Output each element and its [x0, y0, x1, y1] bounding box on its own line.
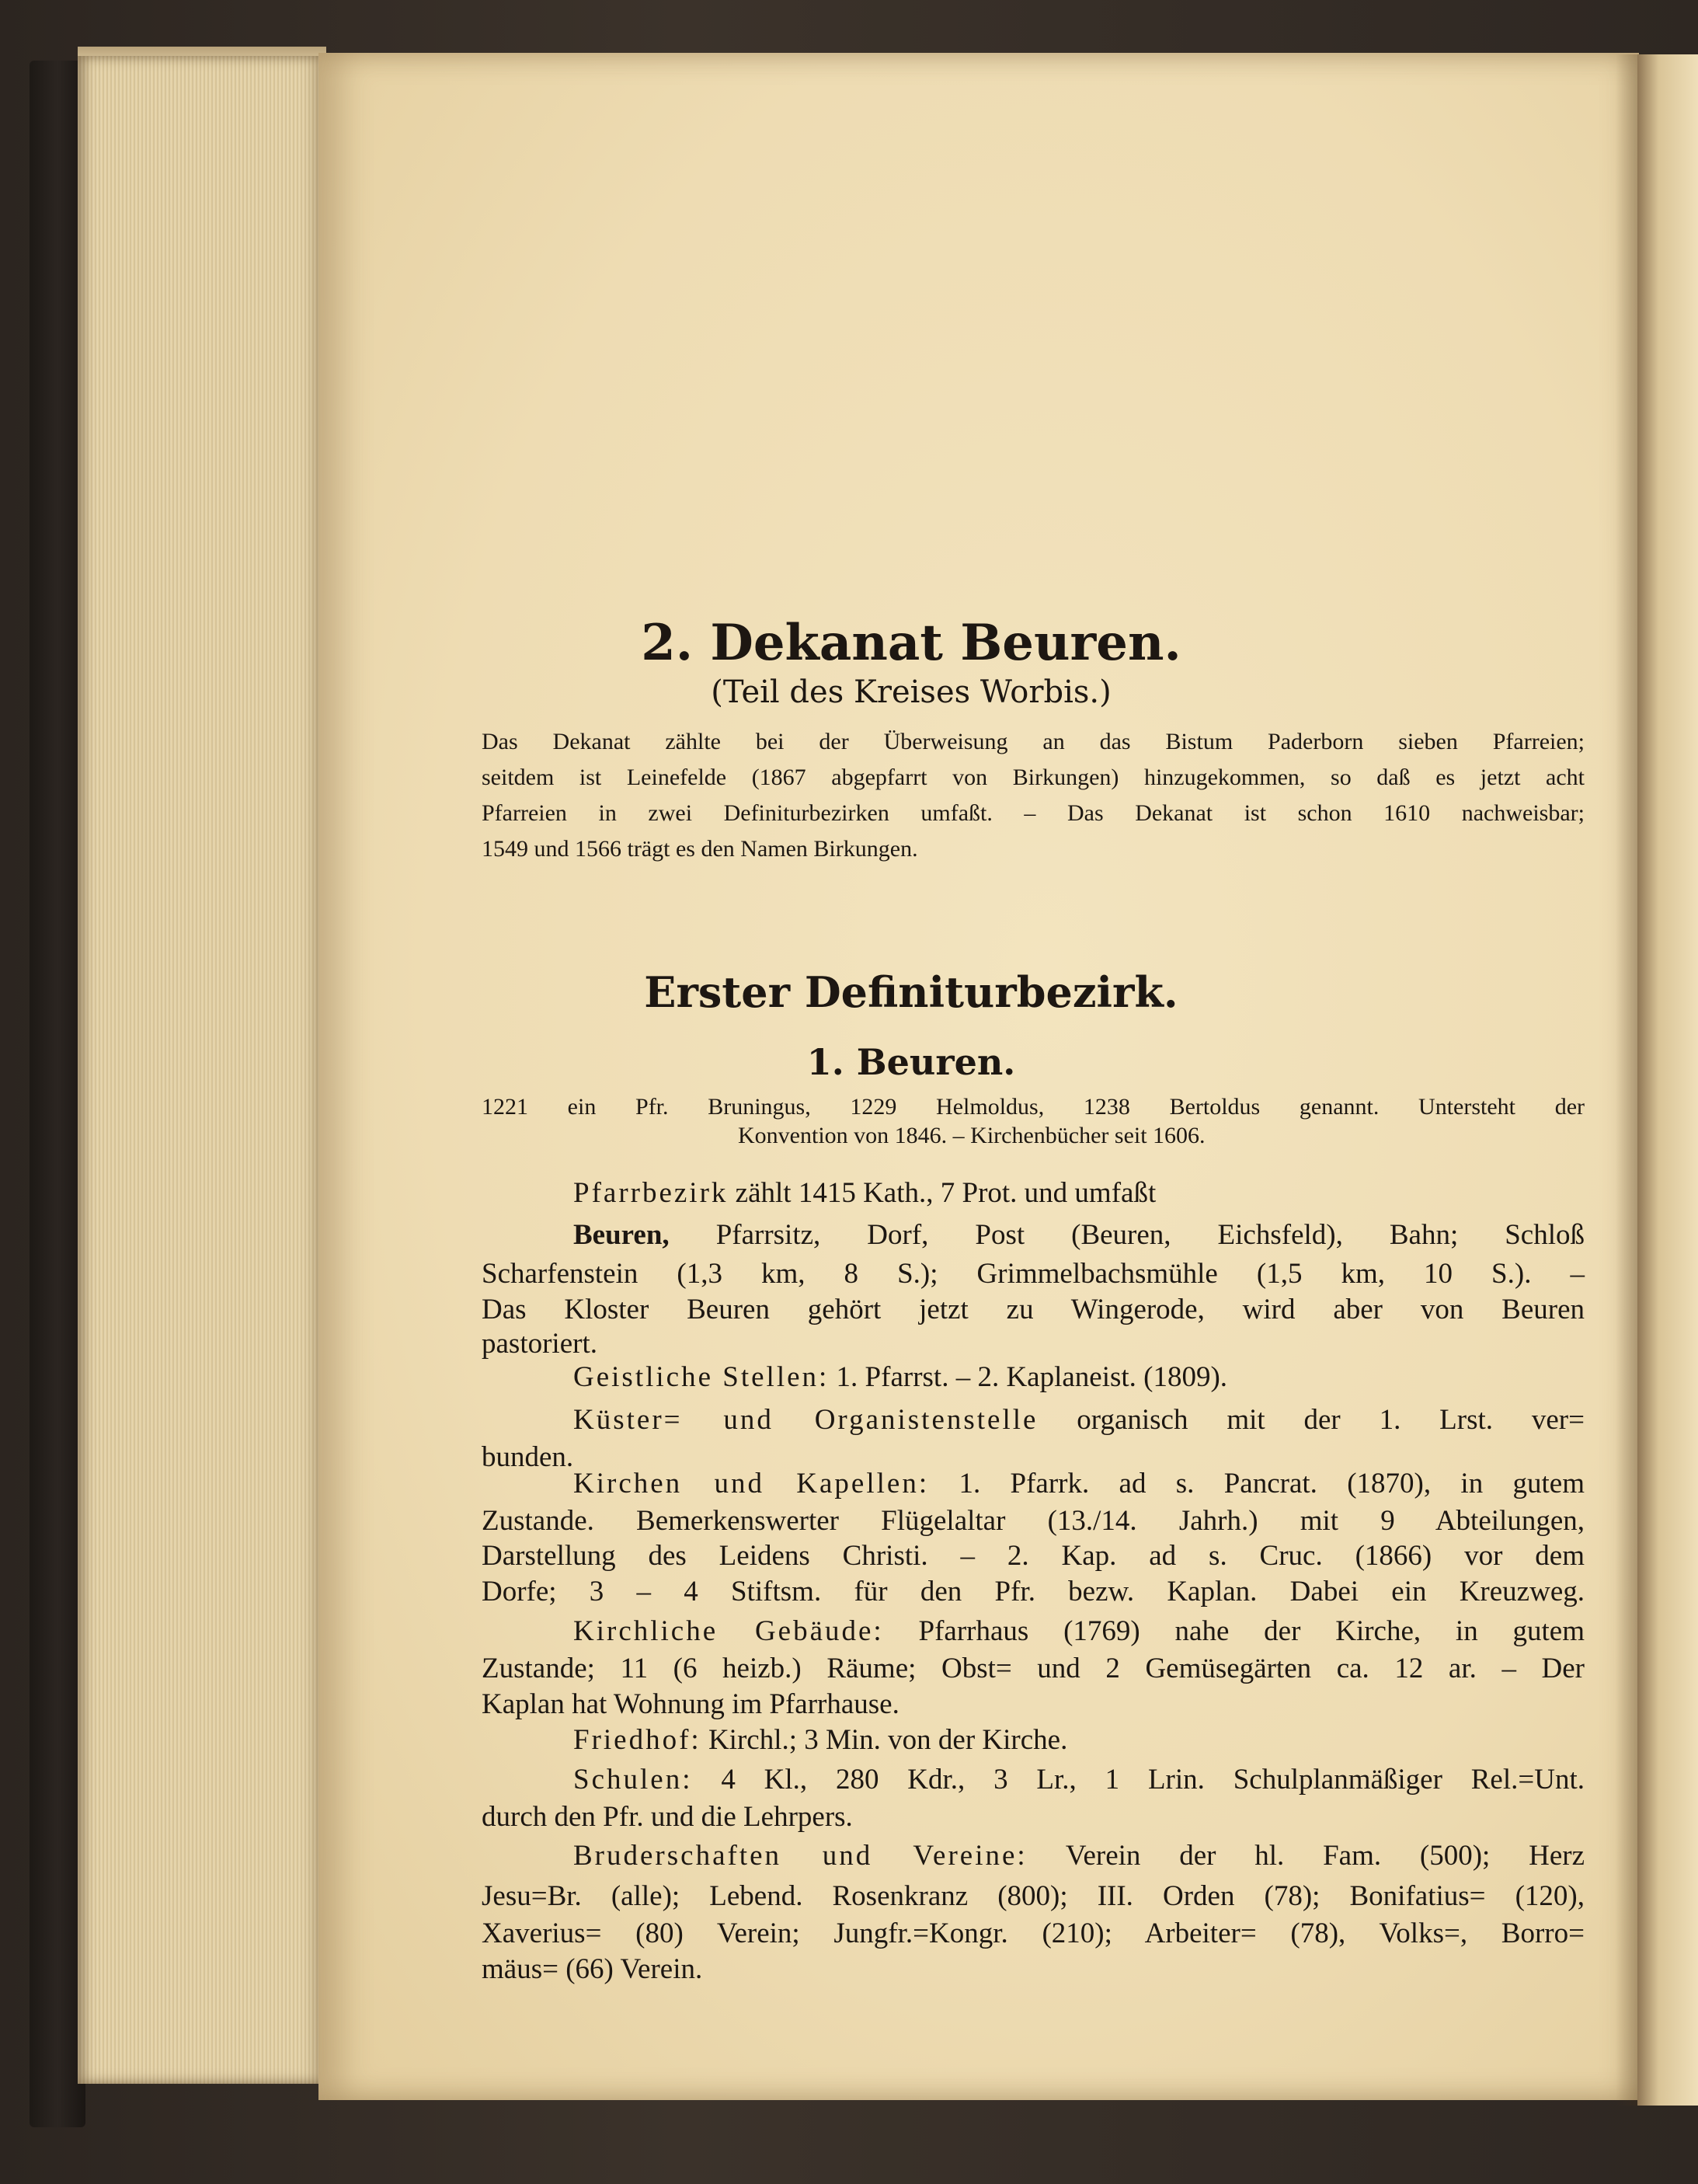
kirchen-line: Dorfe; 3 – 4 Stiftsm. für den Pfr. bezw. Kaplan. Dabei ein Kreuzweg. [482, 1576, 1585, 1608]
kuester-text: organisch mit der 1. Lrst. ver= [1077, 1404, 1585, 1436]
beuren-line [482, 1217, 1585, 1253]
kirchen-line: Zustande. Bemerkenswerter Flügelaltar (13./14. Jahrh.) mit 9 Abteilungen, [482, 1505, 1585, 1537]
pfarrbezirk-text: zählt 1415 Kath., 7 Prot. und umfaßt [735, 1177, 1157, 1209]
pfarrbezirk-line [482, 1176, 1585, 1211]
schulen-text: 4 Kl., 280 Kdr., 3 Lr., 1 Lrin. Schulplanmäßiger Rel.=Unt. [721, 1764, 1585, 1796]
beuren-bold: Beuren, [573, 1219, 670, 1251]
kuester-line: bunden. [482, 1441, 574, 1473]
definiturbezirk-title: Erster Definiturbezirk. [644, 967, 1178, 1017]
dekanat-intro-line: Pfarreien in zwei Definiturbezirken umfaßt. – Das Dekanat ist schon 1610 nachweisbar; [482, 800, 1585, 826]
kuester-line [482, 1402, 1585, 1438]
beuren-line: Scharfenstein (1,3 km, 8 S.); Grimmelbachsmühle (1,5 km, 10 S.). – [482, 1258, 1585, 1290]
dekanat-subtitle: (Teil des Kreises Worbis.) [711, 674, 1112, 710]
gebaeude-label: Kirchliche Gebäude: [573, 1615, 884, 1647]
ort-title: 1. Beuren. [806, 1041, 1016, 1083]
dekanat-title: 2. Dekanat Beuren. [641, 614, 1181, 672]
ort-intro-line: 1221 ein Pfr. Bruningus, 1229 Helmoldus, 1238 Bertoldus genannt. Untersteht der [482, 1094, 1585, 1120]
kuester-label: Küster= und Organistenstelle [573, 1404, 1039, 1436]
kirchen-label: Kirchen und Kapellen: [573, 1468, 930, 1500]
schulen-line: durch den Pfr. und die Lehrpers. [482, 1801, 853, 1833]
gebaeude-line: Kaplan hat Wohnung im Pfarrhause. [482, 1688, 899, 1720]
vereine-line: mäus= (66) Verein. [482, 1953, 703, 1985]
dekanat-intro-line: seitdem ist Leinefelde (1867 abgepfarrt von Birkungen) hinzugekommen, so daß es jetzt acht [482, 765, 1585, 790]
gebaeude-line: Zustande; 11 (6 heizb.) Räume; Obst= und 2 Gemüsegärten ca. 12 ar. – Der [482, 1653, 1585, 1684]
friedhof-line [482, 1722, 1585, 1758]
vereine-text: Verein der hl. Fam. (500); Herz [1065, 1840, 1585, 1872]
friedhof-label: Friedhof: [573, 1724, 701, 1756]
beuren-line: pastoriert. [482, 1328, 597, 1360]
ort-intro-line: Konvention von 1846. – Kirchenbücher seit 1606. [738, 1123, 1206, 1148]
beuren-line: Das Kloster Beuren gehört jetzt zu Wingerode, wird aber von Beuren [482, 1294, 1585, 1325]
vereine-line: Jesu=Br. (alle); Lebend. Rosenkranz (800); III. Orden (78); Bonifatius= (120), [482, 1880, 1585, 1912]
vereine-label: Bruderschaften und Vereine: [573, 1840, 1028, 1872]
kirchen-line: Darstellung des Leidens Christi. – 2. Kap. ad s. Cruc. (1866) vor dem [482, 1540, 1585, 1572]
schulen-label: Schulen: [573, 1764, 693, 1796]
vereine-line [482, 1838, 1585, 1874]
kirchen-line [482, 1466, 1585, 1502]
gebaeude-line [482, 1614, 1585, 1649]
schulen-line [482, 1762, 1585, 1798]
geistliche-label: Geistliche Stellen: [573, 1361, 830, 1393]
gebaeude-text: Pfarrhaus (1769) nahe der Kirche, in gutem [918, 1615, 1585, 1647]
kirchen-text: 1. Pfarrk. ad s. Pancrat. (1870), in gutem [959, 1468, 1585, 1500]
pfarrbezirk-label: Pfarrbezirk [573, 1177, 729, 1209]
dekanat-intro-line: Das Dekanat zählte bei der Überweisung an das Bistum Paderborn sieben Pfarreien; [482, 729, 1585, 754]
geistliche-text: 1. Pfarrst. – 2. Kaplaneist. (1809). [836, 1361, 1228, 1393]
beuren-text: Pfarrsitz, Dorf, Post (Beuren, Eichsfeld), Bahn; Schloß [715, 1219, 1585, 1251]
vereine-line: Xaverius= (80) Verein; Jungfr.=Kongr. (210); Arbeiter= (78), Volks=, Borro= [482, 1918, 1585, 1949]
geistliche-line [482, 1360, 1585, 1395]
friedhof-text: Kirchl.; 3 Min. von der Kirche. [708, 1724, 1068, 1756]
dekanat-intro-line: 1549 und 1566 trägt es den Namen Birkungen. [482, 836, 918, 862]
